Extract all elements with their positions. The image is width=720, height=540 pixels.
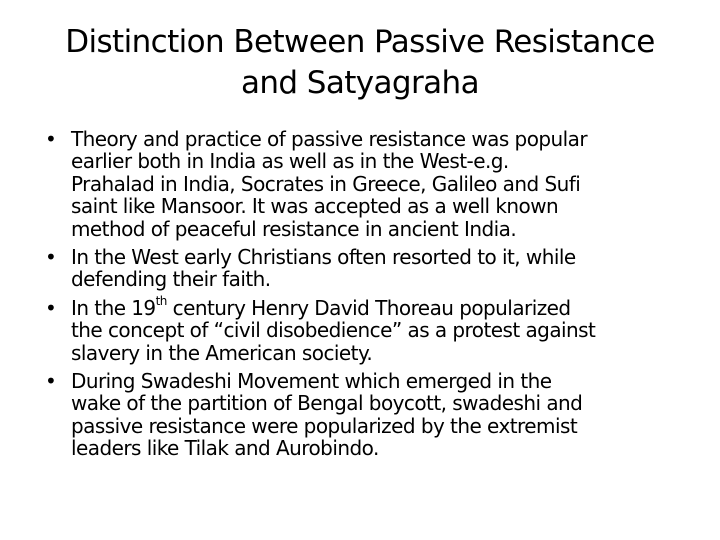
ordinal-suffix: th xyxy=(155,294,167,309)
bullet-4-line-1: During Swadeshi Movement which emerged in the xyxy=(71,369,552,394)
bullet-1-line-4: saint like Mansoor. It was accepted as a well known xyxy=(71,194,559,219)
slide-title-line-2: and Satyagraha xyxy=(240,65,479,101)
bullet-3-line-1-after: century Henry David Thoreau popularized xyxy=(166,295,571,320)
bullet-3-line-1 xyxy=(71,294,675,320)
bullet-icon: • xyxy=(45,127,57,151)
slide-title xyxy=(36,22,684,104)
bullet-3-line-3: slavery in the American society. xyxy=(71,340,373,365)
bullet-4-line-2: wake of the partition of Bengal boycott, swadeshi and xyxy=(71,391,583,416)
bullet-list xyxy=(45,128,675,466)
bullet-3-line-1-before: In the 19 xyxy=(71,295,156,320)
bullet-1-line-3: Prahalad in India, Socrates in Greece, Galileo and Sufi xyxy=(71,171,581,196)
bullet-1-line-1: Theory and practice of passive resistance was popular xyxy=(71,127,588,151)
bullet-2-line-2: defending their faith. xyxy=(71,267,271,292)
slide-title-line-1: Distinction Between Passive Resistance xyxy=(65,24,655,60)
bullet-item-2 xyxy=(45,246,675,291)
bullet-4-line-4: leaders like Tilak and Aurobindo. xyxy=(71,436,379,461)
bullet-4-line-3: passive resistance were popularized by the extremist xyxy=(71,413,578,438)
bullet-1-line-2: earlier both in India as well as in the West-e.g. xyxy=(71,149,509,174)
bullet-3-line-2: the concept of “civil disobedience” as a protest against xyxy=(71,318,596,343)
bullet-item-1 xyxy=(45,128,675,240)
bullet-item-3 xyxy=(45,294,675,365)
bullet-icon: • xyxy=(45,245,57,270)
bullet-icon: • xyxy=(45,369,57,394)
bullet-1-line-5: method of peaceful resistance in ancient India. xyxy=(71,216,517,241)
bullet-2-line-1: In the West early Christians often resorted to it, while xyxy=(71,245,576,270)
bullet-item-4 xyxy=(45,370,675,460)
bullet-icon: • xyxy=(45,295,57,320)
